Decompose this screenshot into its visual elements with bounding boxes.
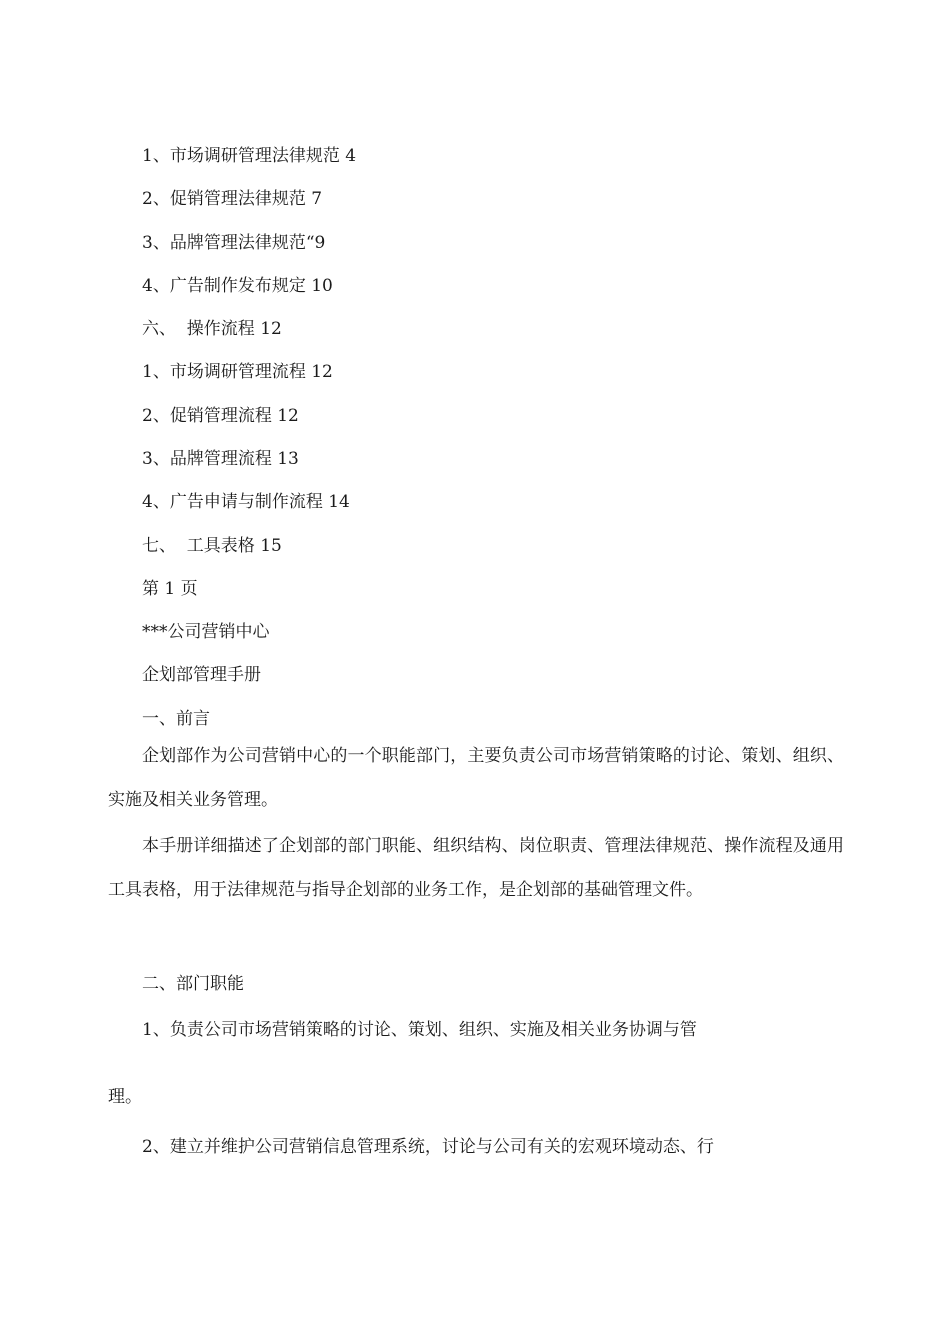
manual-title: 企划部管理手册: [142, 665, 261, 685]
toc-item: 3、品牌管理流程 13: [142, 449, 299, 469]
toc-item: 4、广告申请与制作流程 14: [142, 492, 350, 512]
section-heading: 二、部门职能: [142, 974, 244, 994]
toc-item: 2、促销管理法律规范 7: [142, 189, 323, 209]
section-heading: 一、前言: [142, 709, 210, 729]
toc-item: 2、促销管理流程 12: [142, 406, 299, 426]
toc-item: 七、 工具表格 15: [142, 536, 282, 556]
toc-item: 六、 操作流程 12: [142, 319, 282, 339]
page-label: 第 1 页: [142, 579, 198, 599]
company-name: ***公司营销中心: [142, 622, 270, 642]
paragraph: 本手册详细描述了企划部的部门职能、组织结构、岗位职责、管理法律规范、操作流程及通用工具表格，用于法律规范与指导企划部的业务工作，是企划部的基础管理文件。: [108, 836, 844, 900]
list-item-continuation: 理。: [108, 1087, 142, 1107]
toc-item: 4、广告制作发布规定 10: [142, 276, 333, 296]
toc-item: 1、市场调研管理流程 12: [142, 362, 333, 382]
list-item: 1、负责公司市场营销策略的讨论、策划、组织、实施及相关业务协调与管: [142, 1020, 697, 1040]
list-item: 2、建立并维护公司营销信息管理系统，讨论与公司有关的宏观环境动态、行: [142, 1137, 714, 1157]
toc-item: 1、市场调研管理法律规范 4: [142, 146, 357, 166]
toc-item: 3、品牌管理法律规范“9: [142, 233, 326, 253]
paragraph: 企划部作为公司营销中心的一个职能部门，主要负责公司市场营销策略的讨论、策划、组织、实施及相关业务管理。: [108, 746, 844, 810]
